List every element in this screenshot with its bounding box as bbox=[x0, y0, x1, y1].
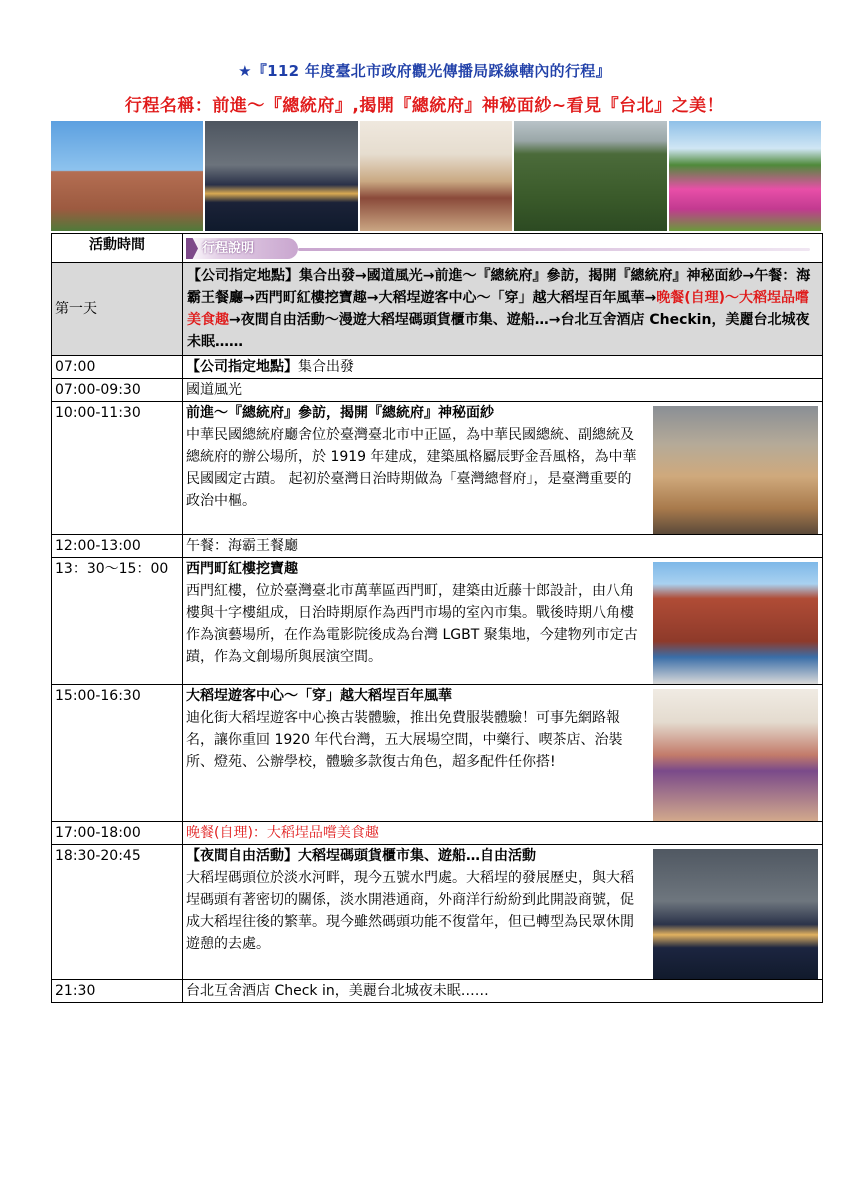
header-desc-tab bbox=[186, 238, 298, 259]
row-title-bold: 【公司指定地點】 bbox=[186, 359, 298, 375]
pier-night-photo bbox=[653, 849, 818, 979]
row-desc: 午餐：海霸王餐廳 bbox=[183, 535, 823, 558]
row-time: 17:00-18:00 bbox=[52, 822, 183, 845]
row-desc: 國道風光 bbox=[183, 379, 823, 402]
itinerary-table bbox=[51, 233, 823, 1003]
row-time: 12:00-13:00 bbox=[52, 535, 183, 558]
activity-description: 迪化街大稻埕遊客中心換古裝體驗，推出免費服裝體驗！可事先網路報名，讓你重回 1920 年代台灣，五大展場空間，中藥行、喫茶店、治裝所、燈苑、公辦學校，體驗多款復古角色，超多配件任你搭! bbox=[186, 710, 623, 770]
photo-strip bbox=[51, 121, 821, 231]
play-arrow-icon bbox=[186, 238, 198, 259]
costume-experience-photo bbox=[653, 689, 818, 821]
row-time: 07:00-09:30 bbox=[52, 379, 183, 402]
row-desc bbox=[183, 845, 823, 980]
row-time: 15:00-16:30 bbox=[52, 685, 183, 822]
row-time: 13：30～15：00 bbox=[52, 558, 183, 685]
table-row bbox=[52, 379, 823, 402]
activity-description: 中華民國總統府廳舍位於臺灣臺北市中正區，為中華民國總統、副總統及總統府的辦公場所，於 1919 年建成，建築風格屬辰野金吾風格，為中華民國國定古蹟。 起初於臺灣日治時期做為「臺灣總督府」，是臺灣重要的政治中樞。 bbox=[186, 427, 637, 509]
header-desc-cell bbox=[183, 234, 823, 263]
table-header-row bbox=[52, 234, 823, 263]
activity-title: 西門町紅樓挖寶趣 bbox=[186, 561, 298, 577]
row-time: 21:30 bbox=[52, 980, 183, 1003]
header-time: 活動時間 bbox=[52, 234, 183, 263]
dadaocheng-pier-night-photo bbox=[205, 121, 357, 231]
table-row bbox=[52, 685, 823, 822]
presidential-model-photo bbox=[653, 406, 818, 534]
table-row bbox=[52, 980, 823, 1003]
activity-description: 大稻埕碼頭位於淡水河畔，現今五號水門處。大稻埕的發展歷史，與大稻埕碼頭有著密切的關係，淡水開港通商，外商洋行紛紛到此開設商號，促成大稻埕往後的繁華。現今雖然碼頭功能不復當年，但已轉型為民眾休閒遊憩的去處。 bbox=[186, 870, 634, 952]
row-desc: 台北互舍酒店 Check in，美麗台北城夜未眠…… bbox=[183, 980, 823, 1003]
header-desc-label: 行程說明 bbox=[202, 240, 255, 256]
table-row bbox=[52, 402, 823, 535]
costume-shop-photo bbox=[360, 121, 512, 231]
row-desc bbox=[183, 356, 823, 379]
activity-description: 西門紅樓，位於臺灣臺北市萬華區西門町，建築由近藤十郎設計，由八角樓與十字樓組成，日治時期原作為西門市場的室內市集。戰後時期八角樓作為演藝場所，在作為電影院後成為台灣 LGBT 聚集地，今建物列市定古蹟，作為文創場所與展演空間。 bbox=[186, 583, 638, 665]
row-desc: 晚餐(自理)：大稻埕品嚐美食趣 bbox=[183, 822, 823, 845]
activity-title: 大稻埕遊客中心～「穿」越大稻埕百年風華 bbox=[186, 688, 452, 704]
table-row bbox=[52, 845, 823, 980]
day1-summary bbox=[183, 263, 823, 356]
row-desc bbox=[183, 558, 823, 685]
table-row bbox=[52, 558, 823, 685]
row-title-rest: 集合出發 bbox=[298, 359, 354, 375]
document-title: ★『112 年度臺北市政府觀光傳播局踩線轄內的行程』 bbox=[238, 62, 611, 80]
day1-label: 第一天 bbox=[52, 263, 183, 356]
row-time: 07:00 bbox=[52, 356, 183, 379]
mountain-crater-photo bbox=[514, 121, 666, 231]
activity-title: 【夜間自由活動】大稻埕碼頭貨櫃市集、遊船…自由活動 bbox=[186, 848, 536, 864]
row-time: 10:00-11:30 bbox=[52, 402, 183, 535]
row-time: 18:30-20:45 bbox=[52, 845, 183, 980]
itinerary-name: 行程名稱：前進～『總統府』,揭開『總統府』神秘面紗~看見『台北』之美！ bbox=[124, 96, 725, 116]
day1-row bbox=[52, 263, 823, 356]
activity-title: 前進～『總統府』參訪，揭開『總統府』神秘面紗 bbox=[186, 405, 494, 421]
table-row bbox=[52, 822, 823, 845]
day1-summary-a: 【公司指定地點】集合出發→國道風光→前進～『總統府』參訪，揭開『總統府』神秘面紗→午餐：海霸王餐廳→西門町紅樓挖寶趣→大稻埕遊客中心～「穿」越大稻埕百年風華→ bbox=[187, 268, 811, 306]
row-desc bbox=[183, 402, 823, 535]
row-desc bbox=[183, 685, 823, 822]
table-row bbox=[52, 356, 823, 379]
day1-summary-red: 晚餐(自理)～大稻埕品嚐美食趣 bbox=[187, 290, 809, 328]
header-decor-line bbox=[298, 248, 810, 251]
day1-summary-b: →夜間自由活動～漫遊大稻埕碼頭貨櫃市集、遊船…→台北互舍酒店 Checkin，美麗台北城夜未眠…… bbox=[187, 312, 810, 350]
flower-field-photo bbox=[669, 121, 821, 231]
table-row bbox=[52, 535, 823, 558]
presidential-office-photo bbox=[51, 121, 203, 231]
red-house-photo bbox=[653, 562, 818, 684]
